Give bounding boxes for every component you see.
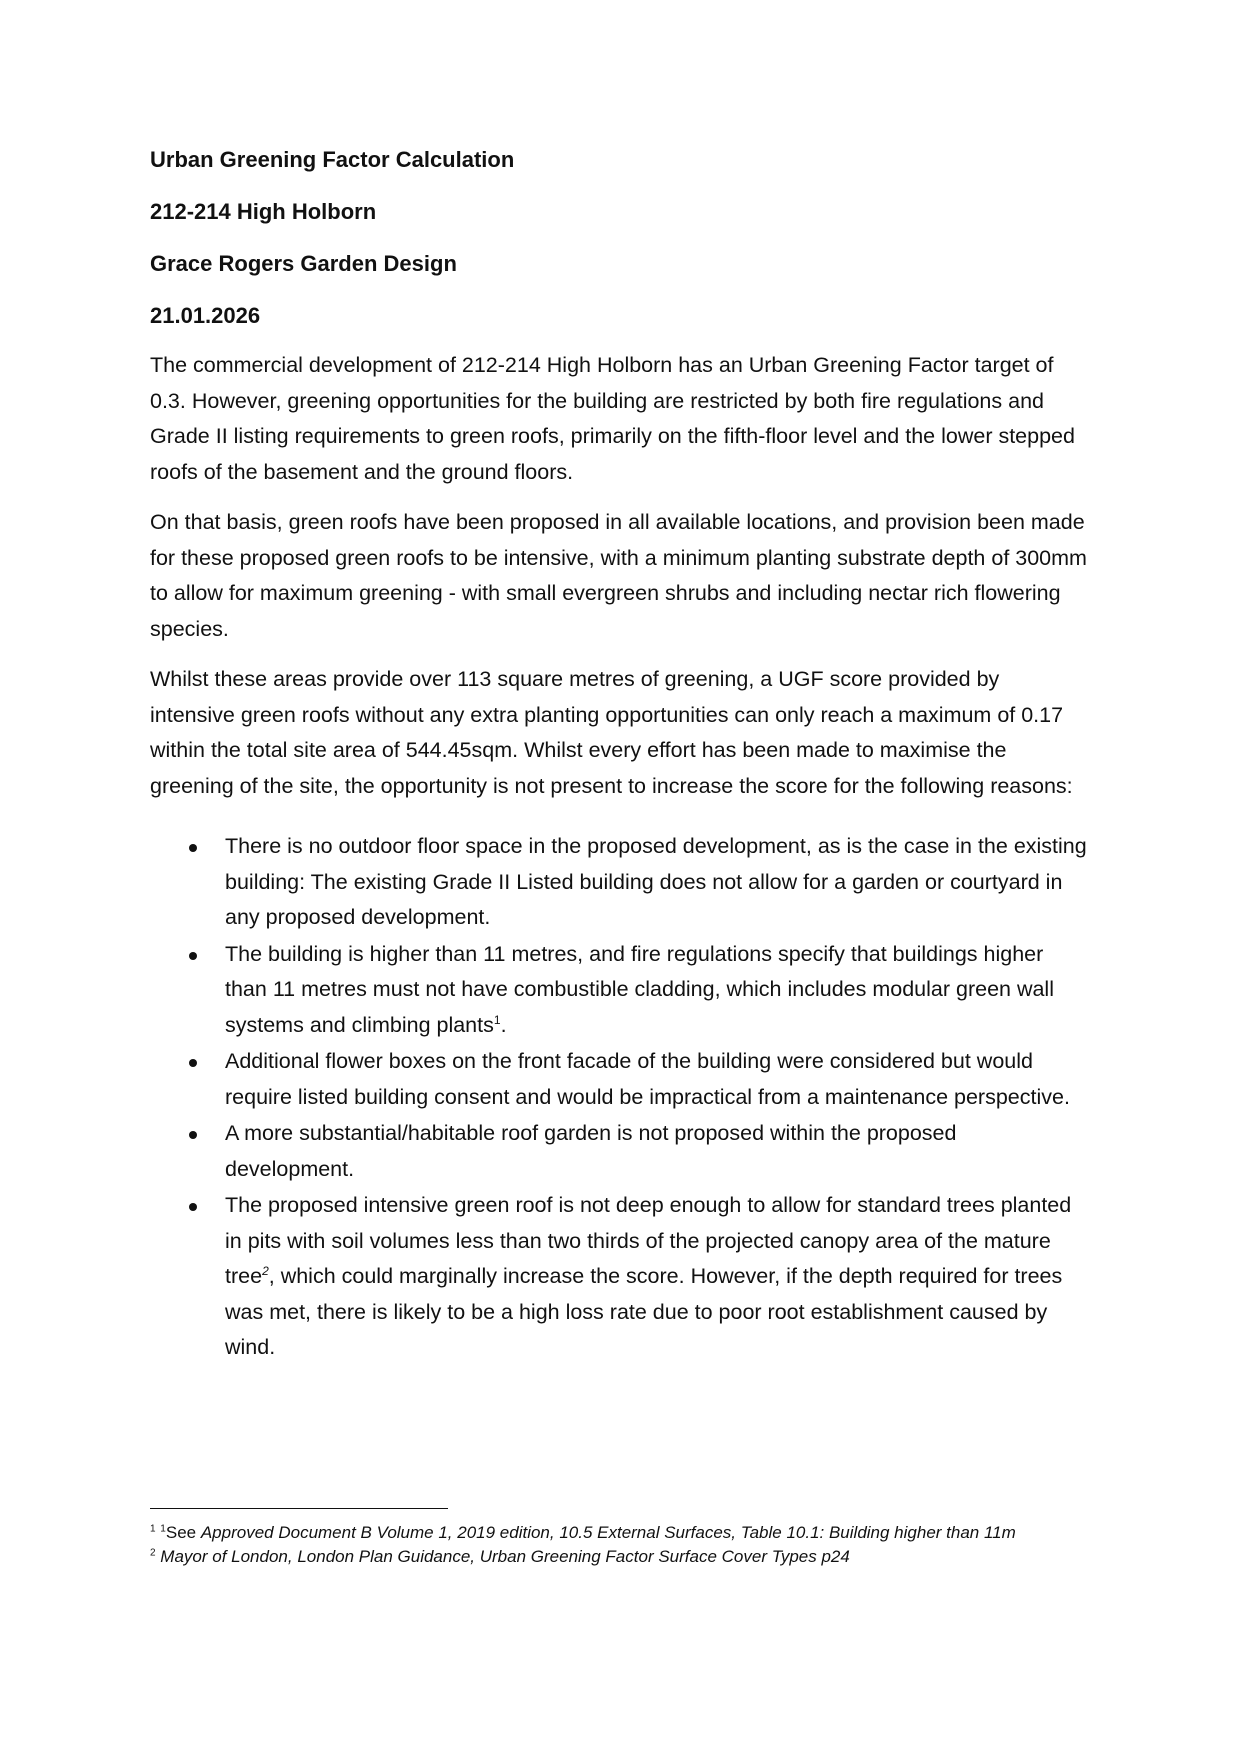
- bullet-icon: [189, 1203, 197, 1211]
- footnote-prefix: See: [165, 1523, 201, 1542]
- bullet-icon: [189, 952, 197, 960]
- footnote-marker: 1: [150, 1523, 156, 1535]
- paragraph-intro: The commercial development of 212-214 High Holborn has an Urban Greening Factor target of 0.3. However, greening opportunities for the building are restricted by both fire regulations and Grade II listing requirements to green roofs, primarily on the fifth-floor level and the lower stepped roofs of the basement and the ground floors.: [150, 353, 1075, 484]
- list-item-text-end: , which could marginally increase the score. However, if the depth required for trees was met, there is likely to be a high loss rate due to poor root establishment caused by wind.: [225, 1264, 1063, 1359]
- document-body: [150, 146, 1090, 1367]
- bullet-icon: [189, 1131, 197, 1139]
- footnote-ref-1[interactable]: 1: [493, 1012, 501, 1027]
- list-item: [150, 1188, 1090, 1366]
- document-title: Urban Greening Factor Calculation: [150, 147, 515, 172]
- list-item: [150, 1116, 1090, 1187]
- paragraph-ugf-score: Whilst these areas provide over 113 square metres of greening, a UGF score provided by intensive green roofs without any extra planting opportunities can only reach a maximum of 0.17 within the total site area of 544.45sqm. Whilst every effort has been made to maximise the greening of the site, the opportunity is not present to increase the score for the following reasons:: [150, 667, 1073, 798]
- footnote-1: [150, 1521, 1090, 1545]
- footnote-divider: [150, 1508, 448, 1509]
- author-name: Grace Rogers Garden Design: [150, 251, 457, 276]
- footnote-ref-2[interactable]: 2: [262, 1263, 269, 1278]
- site-address: 212-214 High Holborn: [150, 199, 377, 224]
- document-date: 21.01.2026: [150, 303, 261, 328]
- list-item-text: Additional flower boxes on the front facade of the building were considered but would require listed building consent and would be impractical from a maintenance perspective.: [225, 1049, 1070, 1109]
- bullet-icon: [189, 1059, 197, 1067]
- list-item: [150, 937, 1090, 1044]
- list-item-text: The building is higher than 11 metres, and fire regulations specify that buildings higher than 11 metres must not have combustible cladding, which includes modular green wall systems and climbing plants: [225, 941, 1054, 1037]
- footnotes-section: [150, 1521, 1090, 1569]
- reasons-list: [150, 829, 1090, 1366]
- paragraph-green-roofs: On that basis, green roofs have been proposed in all available locations, and provision been made for these proposed green roofs to be intensive, with a minimum planting substrate depth of 300mm to allow for maximum greening - with small evergreen shrubs and including nectar rich flowering species.: [150, 510, 1087, 641]
- bullet-icon: [189, 844, 197, 852]
- list-item-text: There is no outdoor floor space in the proposed development, as is the case in the existing building: The existing Grade II Listed building does not allow for a garden or courtyard in any proposed development.: [225, 834, 1087, 929]
- list-item: [150, 1044, 1090, 1115]
- list-item-text: A more substantial/habitable roof garden is not proposed within the proposed development.: [225, 1121, 957, 1181]
- footnote-citation: Approved Document B Volume 1, 2019 edition, 10.5 External Surfaces, Table 10.1: Building higher than 11m: [200, 1523, 1016, 1542]
- footnote-2: [150, 1545, 1090, 1569]
- footnote-marker: 2: [150, 1547, 156, 1559]
- footnote-citation: Mayor of London, London Plan Guidance, Urban Greening Factor Surface Cover Types p24: [160, 1547, 850, 1566]
- footnote-inner-marker: 1: [160, 1523, 166, 1535]
- list-item-text: The proposed intensive green roof is not deep enough to allow for standard trees planted in pits with soil volumes less than two thirds of the projected canopy area of the mature tree: [225, 1193, 1072, 1288]
- list-item: [150, 829, 1090, 936]
- list-item-text-end: .: [500, 1012, 507, 1037]
